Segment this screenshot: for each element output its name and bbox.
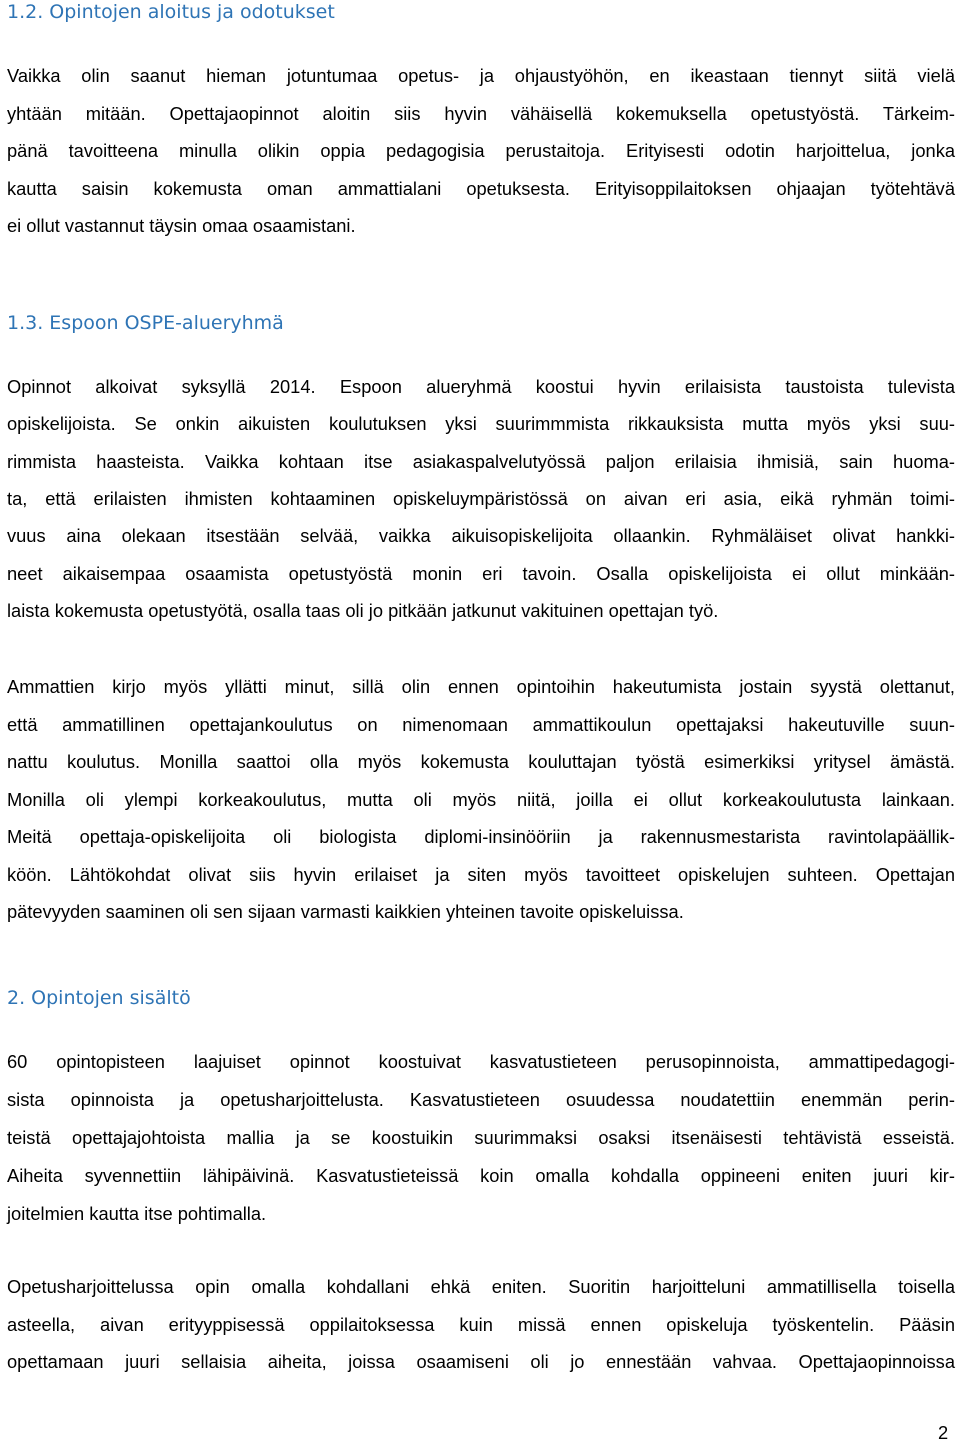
text-line: yhtään mitään. Opettajaopinnot aloitin siis hyvin vähäisellä kokemuksella opetustyöstä. Tärkeim- xyxy=(7,102,955,124)
text-line: kautta saisin kokemusta oman ammattialani opetuksesta. Erityisoppilaitoksen ohjaajan työtehtävä xyxy=(7,177,955,199)
text-line: asteella, aivan erityyppisessä oppilaitoksessa kuin missä ennen opiskeluja työskentelin. Pääsin xyxy=(7,1313,955,1335)
text-line: Meitä opettaja-opiskelijoita oli biologista diplomi-insinööriin ja rakennusmestarista ravintolapäällik- xyxy=(7,826,955,847)
section-heading-1-3: 1.3. Espoon OSPE-alueryhmä xyxy=(7,312,284,334)
text-line: pänä tavoitteena minulla olikin oppia pedagogisia perustaitoja. Erityisesti odotin harjoittelua, jonka xyxy=(7,140,955,161)
text-line: joitelmien kautta itse pohtimalla. xyxy=(7,1203,267,1224)
text-line: köön. Lähtökohdat olivat siis hyvin erilaiset ja siten myös tavoitteet opiskelujen suhteen. Opettajan xyxy=(7,863,955,885)
text-line: nattu koulutus. Monilla saattoi olla myös kokemusta kouluttajan työstä esimerkiksi yritysel ämästä. xyxy=(7,751,955,772)
text-line: ta, että erilaisten ihmisten kohtaaminen opiskeluympäristössä on aivan eri asia, eikä ryhmän toimi- xyxy=(7,487,955,509)
text-line: neet aikaisempaa osaamista opetustyöstä monin eri tavoin. Osalla opiskelijoista ei ollut minkään- xyxy=(7,562,955,584)
section-heading-2: 2. Opintojen sisältö xyxy=(7,987,191,1009)
text-line: laista kokemusta opetustyötä, osalla taas oli jo pitkään jatkunut vakituinen opettajan työ. xyxy=(7,599,719,621)
text-line: opiskelijoista. Se onkin aikuisten koulutuksen yksi suurimmmista rikkauksista mutta myös yksi suu- xyxy=(7,413,955,435)
text-line: ei ollut vastannut täysin omaa osaamistani. xyxy=(7,215,356,236)
text-line: rimmista haasteista. Vaikka kohtaan itse asiakaspalvelutyössä paljon erilaisia ihmisiä, sain huoma- xyxy=(7,450,955,472)
section-heading-1-2: 1.2. Opintojen aloitus ja odotukset xyxy=(7,1,335,23)
text-line: Aiheita syvennettiin lähipäivinä. Kasvatustieteissä koin omalla kohdalla oppineeni eniten juuri kir- xyxy=(7,1165,955,1186)
text-line: Monilla oli ylempi korkeakoulutus, mutta oli myös niitä, joilla ei ollut korkeakoulutusta lainkaan. xyxy=(7,788,955,810)
text-line: vuus aina olekaan itsestään selvää, vaikka aikuisopiskelijoita ollaankin. Ryhmäläiset olivat hankki- xyxy=(7,525,955,547)
text-line: että ammatillinen opettajankoulutus on nimenomaan ammattikoulun opettajaksi hakeutuville suun- xyxy=(7,713,955,735)
text-line: Ammattien kirjo myös yllätti minut, sillä olin ennen opintoihin hakeutumista jostain syystä olettanut, xyxy=(7,676,955,697)
text-line: sista opinnoista ja opetusharjoittelusta. Kasvatustieteen osuudessa noudatettiin enemmän perin- xyxy=(7,1089,955,1110)
text-line: Opetusharjoittelussa opin omalla kohdallani ehkä eniten. Suoritin harjoitteluni ammatillisella toisella xyxy=(7,1276,955,1297)
text-line: Opinnot alkoivat syksyllä 2014. Espoon alueryhmä koostui hyvin erilaisista taustoista tulevista xyxy=(7,376,955,397)
text-line: 60 opintopisteen laajuiset opinnot koostuivat kasvatustieteen perusopinnoista, ammattipedagogi- xyxy=(7,1051,955,1072)
text-line: pätevyyden saaminen oli sen sijaan varmasti kaikkien yhteinen tavoite opiskeluissa. xyxy=(7,901,684,922)
text-line: Vaikka olin saanut hieman jotuntumaa opetus- ja ohjaustyöhön, en ikeastaan tiennyt siitä vielä xyxy=(7,65,955,86)
page-number: 2 xyxy=(938,1422,949,1443)
text-line: teistä opettajajohtoista mallia ja se koostuikin suurimmaksi osaksi itsenäisesti tehtävistä esseistä. xyxy=(7,1127,955,1148)
text-line: opettamaan juuri sellaisia aiheita, joissa osaamiseni oli jo ennestään vahvaa. Opettajaopinnoissa xyxy=(7,1351,955,1372)
